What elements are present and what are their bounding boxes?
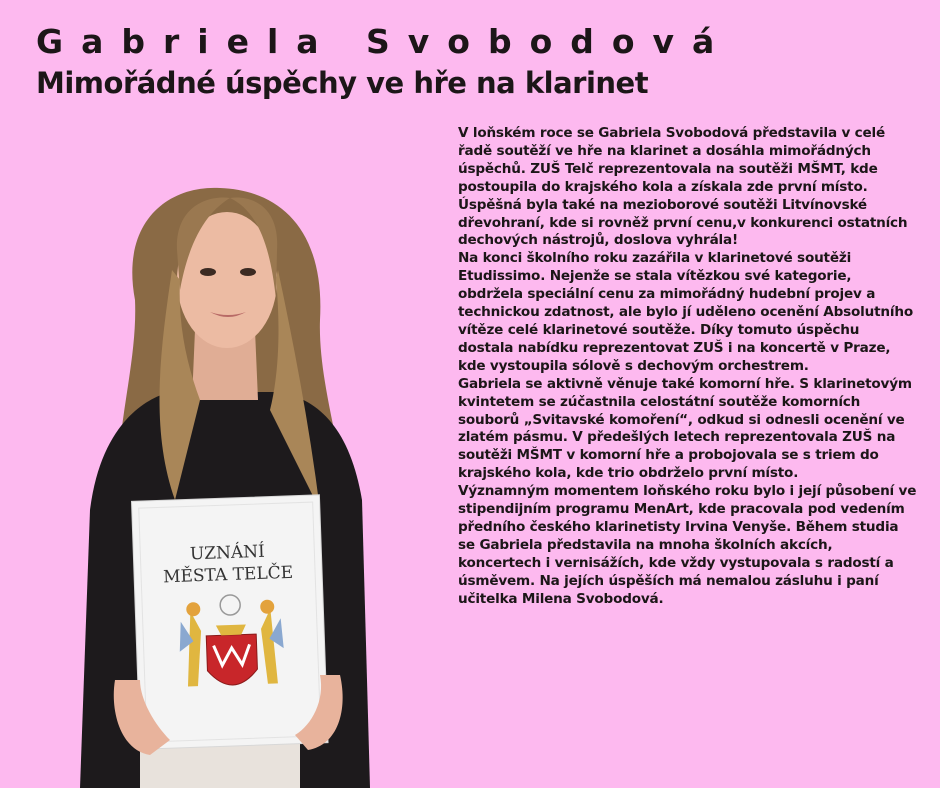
portrait-photo xyxy=(80,180,370,788)
bio-paragraph: Gabriela se aktivně věnuje také komorní hře. S klarinetovým kvintetem se zúčastnila celostátní soutěže komorních souborů „Svitavské komoření“, odkud si odnesli ocenění ve zlatém pásmu. V předešlých letech reprezentovala ZUŠ na soutěži MŠMT v komorní hře a probojovala se s triem do krajského kola, kde trio obdrželo první místo. xyxy=(458,375,912,482)
certificate-line2: MĚSTA TELČE xyxy=(162,562,294,588)
certificate-line1: UZNÁNÍ xyxy=(189,541,266,565)
bio-paragraph: Významným momentem loňského roku bylo i její působení ve stipendijním programu MenArt, kde pracovala pod vedením předního českého klarinetisty Irvina Venyše. Během studia se Gabriela představila na mnoha školních akcích, koncertech i vernisážích, kde vždy vystupovala s radostí a úsměvem. Na jejích úspěších má nemalou zásluhu i paní učitelka Milena Svobodová. xyxy=(458,483,917,607)
bio-paragraph: Na konci školního roku zazářila v klarinetové soutěži Etudissimo. Nejenže se stala vítězkou své kategorie, obdržela speciální cenu za mimořádný hudební projev a technickou zdatnost, ale bylo jí uděleno ocenění Absolutního vítěze celé klarinetové soutěže. Díky tomuto úspěchu dostala nabídku reprezentovat ZUŠ i na koncertě v Praze, kde vystoupila sólově s dechovým orchestrem. xyxy=(458,250,913,374)
person-name: Gabriela Svobodová xyxy=(36,22,733,61)
bio-paragraph: V loňském roce se Gabriela Svobodová představila v celé řadě soutěží ve hře na klarinet a dosáhla mimořádných úspěchů. ZUŠ Telč reprezentovala na soutěži MŠMT, kde postoupila do krajského kola a získala zde první místo. Úspěšná byla také na mezioborové soutěži Litvínovské dřevohraní, kde si rovněž první cenu,v konkurenci ostatních dechových nástrojů, doslova vyhrála! xyxy=(458,125,908,249)
page-subtitle: Mimořádné úspěchy ve hře na klarinet xyxy=(36,66,649,100)
biography-text xyxy=(458,125,918,608)
certificate xyxy=(131,495,328,749)
